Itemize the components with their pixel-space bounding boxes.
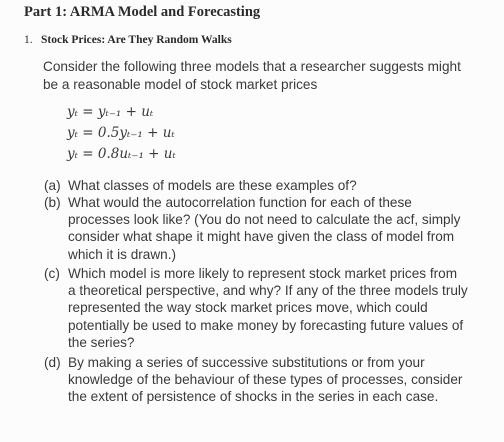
equation-random-walk: yₜ = yₜ₋₁ + uₜ [67,104,154,120]
item-d-text: By making a series of successive substitutions or from your knowledge of the behaviour of these types of processes, consider the extent of persistence of shocks in the series in each case. [68,355,463,405]
equation-ma1: yₜ = 0.8uₜ₋₁ + uₜ [67,146,176,162]
item-c-text: Which model is more likely to represent stock market prices from a theoretical perspective, and why? If any of the three models truly represented the way stock market prices move, which could potentially be used to make money by forecasting future values of the series? [68,266,468,350]
item-b-label: (b) [44,195,61,210]
part-title: Part 1: ARMA Model and Forecasting [24,4,261,20]
item-c-label: (c) [44,266,60,281]
question-number: 1. [24,34,33,46]
item-b-text: What would the autocorrelation function for each of these processes look like? (You do not need to calculate the acf, simply consider what shape it might have given the class of model from which it is drawn.) [68,195,461,262]
item-a-label: (a) [44,178,61,193]
equation-ar1: yₜ = 0.5yₜ₋₁ + uₜ [67,125,175,141]
question-title: Stock Prices: Are They Random Walks [41,34,232,46]
question-intro: Consider the following three models that a researcher suggests might be a reasonable model of stock market prices [43,59,461,92]
item-a-text: What classes of models are these examples of? [68,178,357,193]
item-d-label: (d) [44,355,61,370]
